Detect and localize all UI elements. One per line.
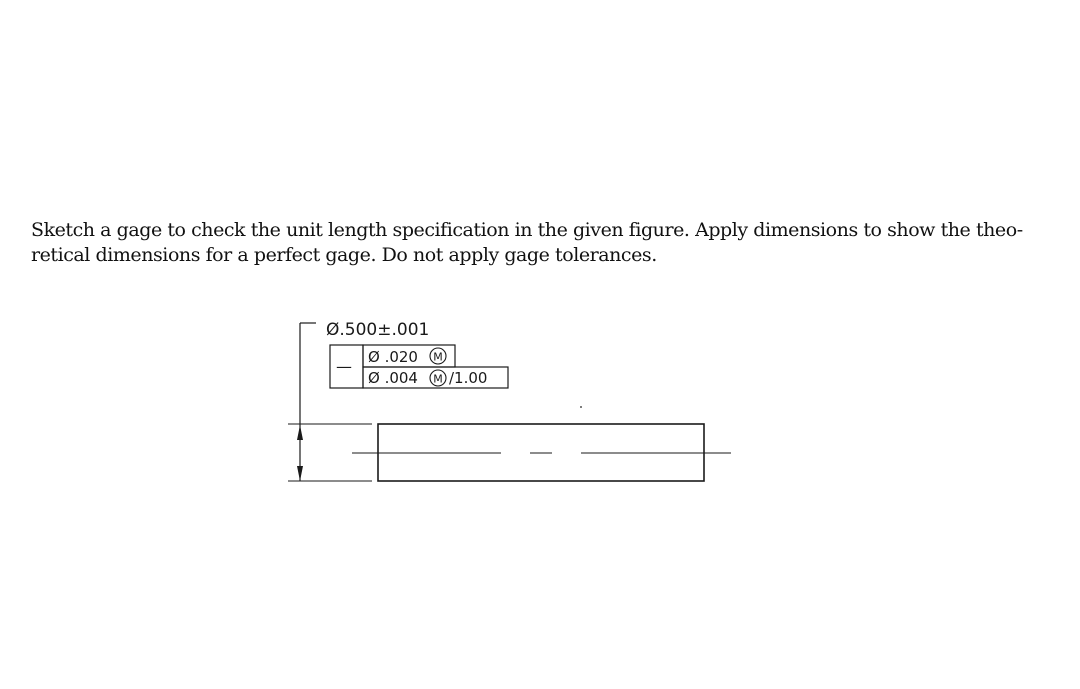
fcf-row2-tolerance: Ø .004 bbox=[368, 369, 418, 387]
fcf-row1-tolerance: Ø .020 bbox=[368, 348, 418, 366]
diameter-dimension-leader bbox=[300, 323, 316, 481]
mmc-modifier-row1-letter: M bbox=[433, 350, 443, 364]
stray-mark bbox=[580, 406, 582, 408]
diameter-dimension-text: Ø.500±.001 bbox=[326, 320, 430, 340]
mmc-modifier-row1 bbox=[430, 348, 446, 364]
problem-line-1: Sketch a gage to check the unit length specification in the given figure. Apply dimensions to show the theo- bbox=[31, 219, 1023, 241]
mmc-modifier-row2 bbox=[430, 370, 446, 386]
fcf-row2-per-unit: /1.00 bbox=[449, 369, 488, 387]
mmc-modifier-row2-letter: M bbox=[433, 372, 443, 386]
straightness-symbol: — bbox=[336, 357, 352, 376]
problem-line-2: retical dimensions for a perfect gage. Do not apply gage tolerances. bbox=[31, 244, 657, 266]
